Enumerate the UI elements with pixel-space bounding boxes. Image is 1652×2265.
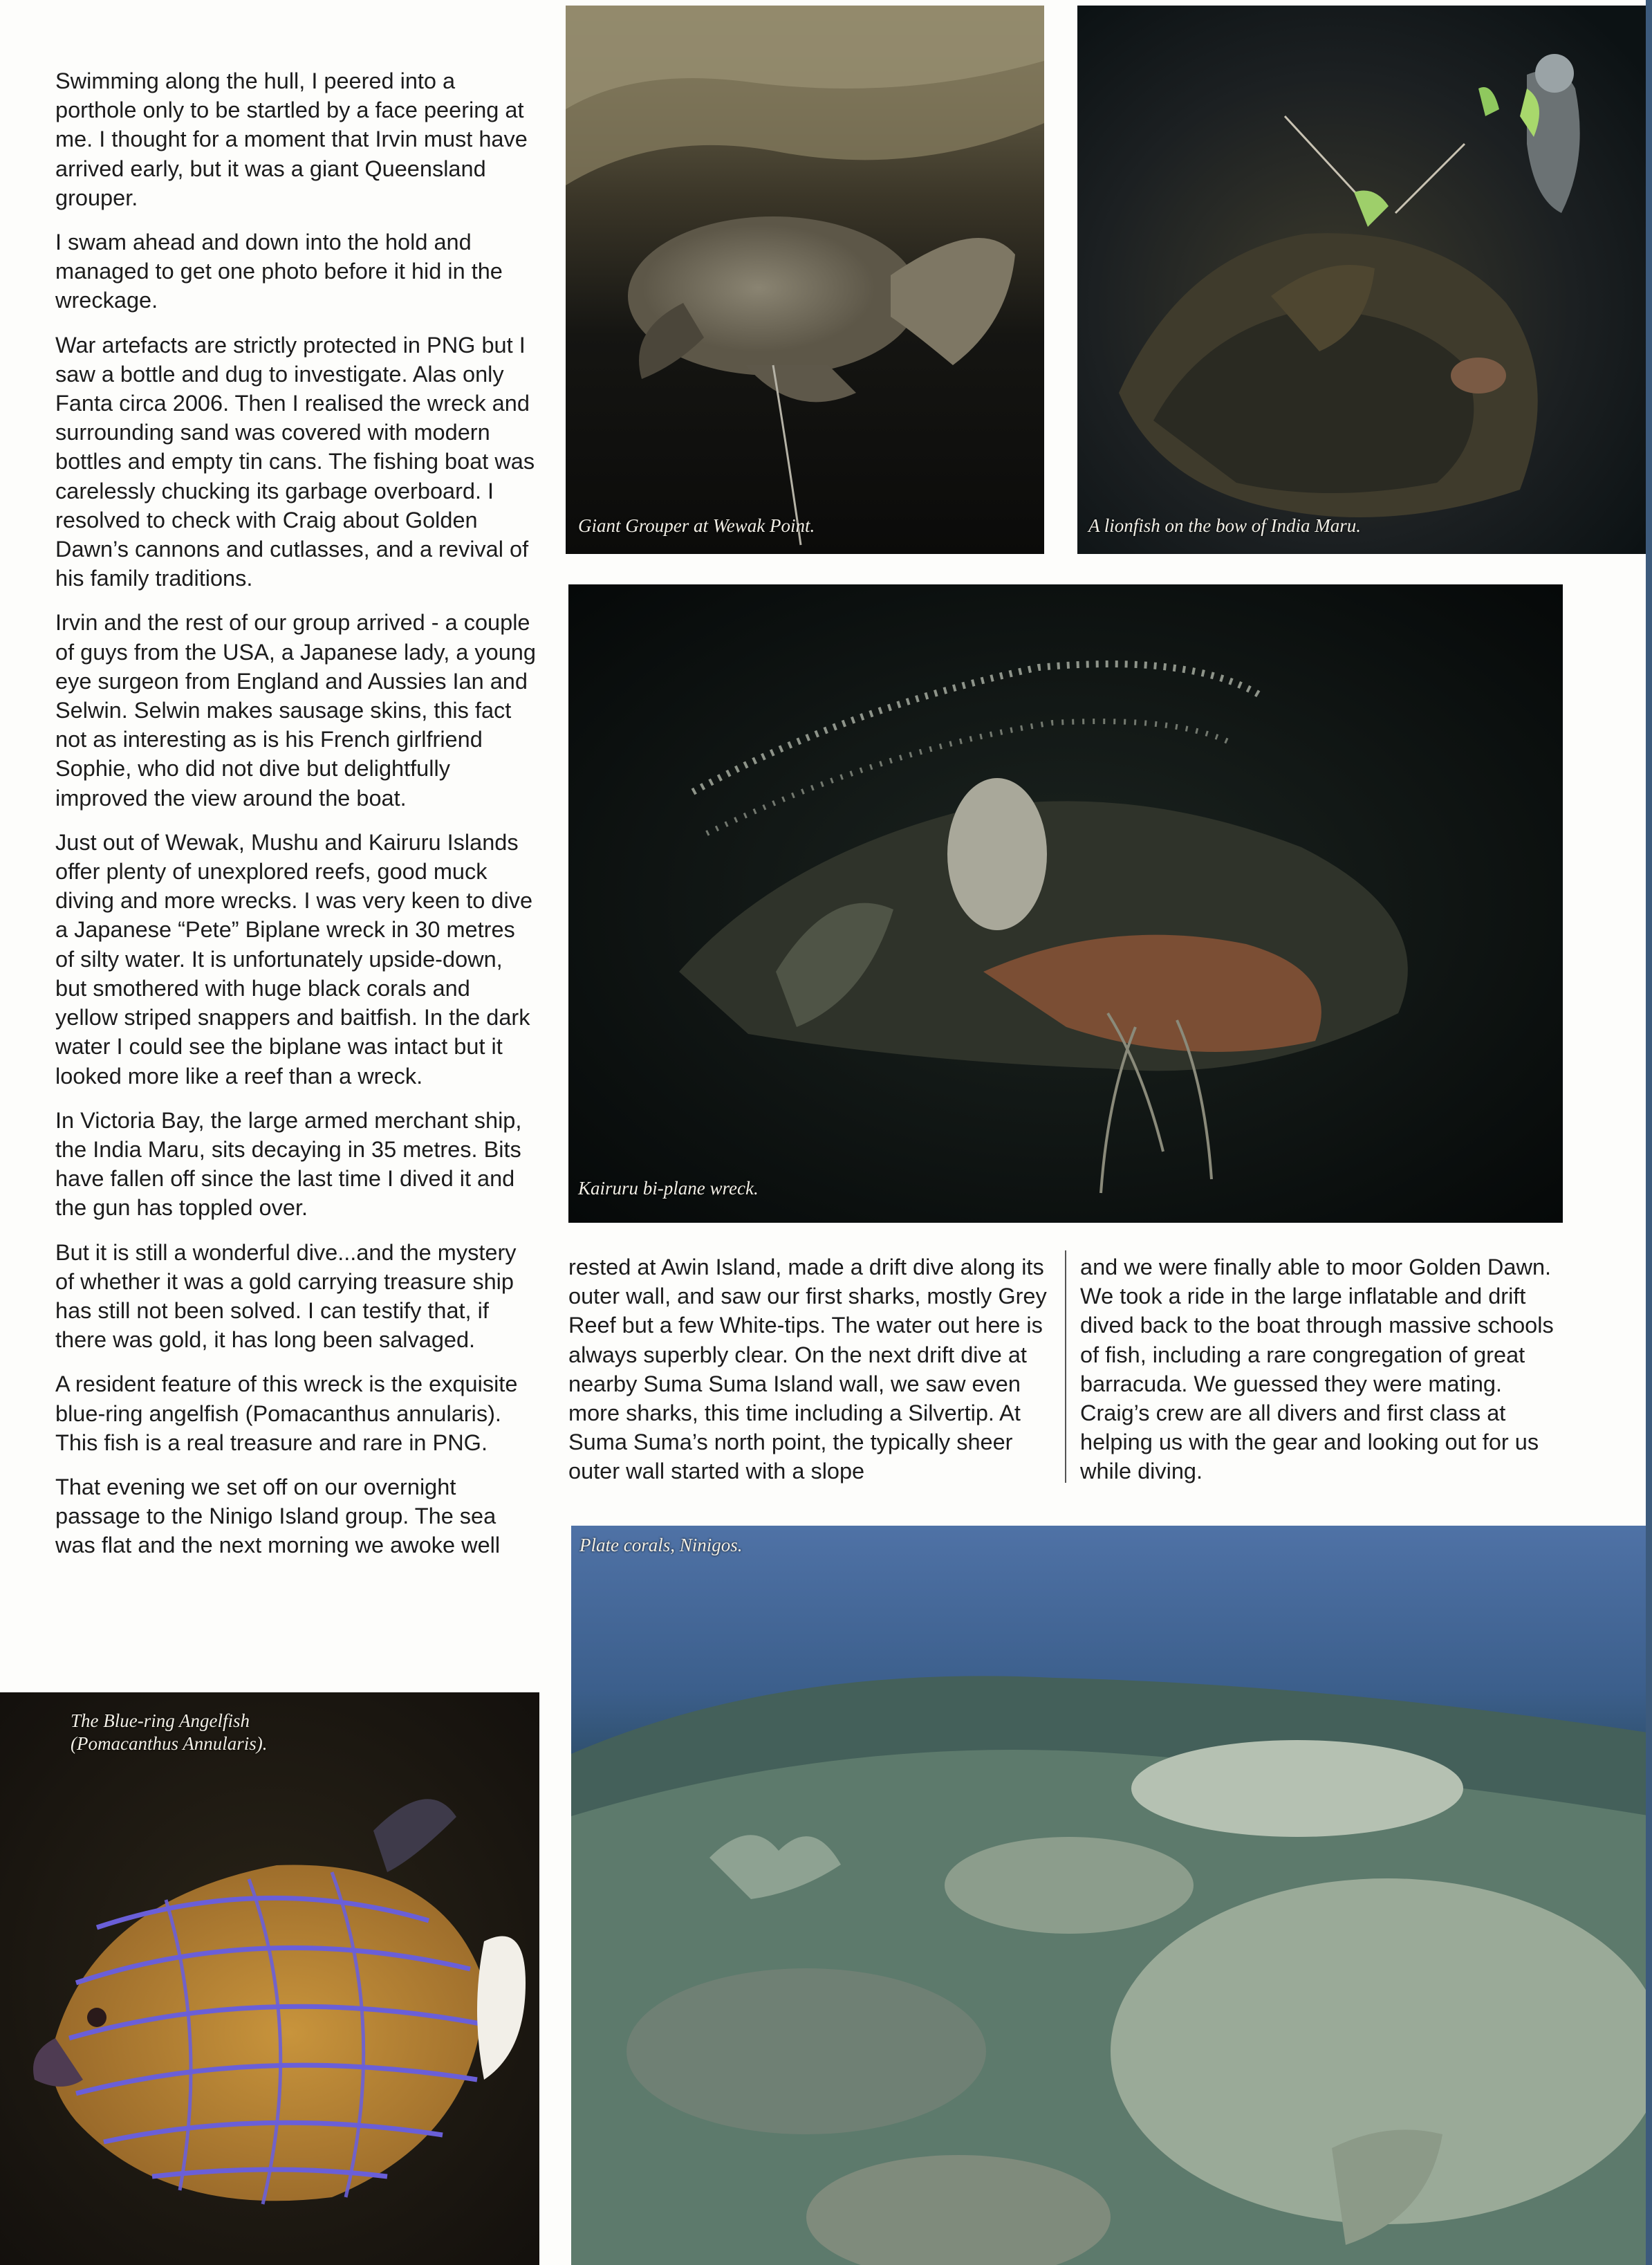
paragraph: Just out of Wewak, Mushu and Kairuru Islands offer plenty of unexplored reefs, good muck diving and more wrecks. I was very keen to dive a Japanese “Pete” Biplane wreck in 30 metres of silty water. It is unfortunately upside-down, but smothered with huge black corals and yellow striped snappers and baitfish. In the dark water I could see the biplane was intact but it looked more like a reef than a wreck. (55, 829, 533, 1089)
caption-angelfish-line2: (Pomacanthus Annularis). (71, 1733, 268, 1754)
grouper-image (566, 6, 1044, 554)
photo-grouper (566, 6, 1044, 554)
plate-corals-image (571, 1526, 1652, 2265)
caption-biplane: Kairuru bi-plane wreck. (578, 1178, 759, 1199)
column-divider (1065, 1250, 1066, 1483)
paragraph: But it is still a wonderful dive...and the mystery of whether it was a gold carrying treasure ship has still not been solved. I can testify that, if there was gold, it has long been salvaged. (55, 1239, 517, 1353)
photo-biplane-wreck (568, 584, 1563, 1223)
paragraph: War artefacts are strictly protected in PNG but I saw a bottle and dug to investigate. Alas only Fanta circa 2006. Then I realised the wreck and surrounding sand was covered with modern bottles and empty tin cans. The fishing boat was carelessly chucking its garbage overboard. I resolved to check with Craig about Golden Dawn’s cannons and cutlasses, and a revival of his family traditions. (55, 332, 535, 591)
article-column-middle (568, 1252, 1052, 1501)
angelfish-image (0, 1692, 539, 2265)
caption-lionfish: A lionfish on the bow of India Maru. (1088, 515, 1362, 536)
paragraph: and we were finally able to moor Golden Dawn. We took a ride in the large inflatable and drift dived back to the boat through massive schools of fish, including a rare congregation of great barracuda. We guessed they were mating. Craig’s crew are all divers and first class at helping us with the gear and looking out for us while diving. (1080, 1255, 1554, 1484)
biplane-wreck-image (568, 584, 1563, 1223)
paragraph: That evening we set off on our overnight passage to the Ninigo Island group. The sea was flat and the next morning we awoke well (55, 1474, 501, 1558)
paragraph: Swimming along the hull, I peered into a porthole only to be startled by a face peering at me. I thought for a moment that Irvin must have arrived early, but it was a giant Queensland grouper. (55, 68, 528, 210)
photo-lionfish (1077, 6, 1646, 554)
photo-plate-corals (571, 1526, 1652, 2265)
caption-grouper: Giant Grouper at Wewak Point. (578, 515, 815, 536)
page-edge-strip (1646, 0, 1652, 2265)
paragraph: Irvin and the rest of our group arrived - a couple of guys from the USA, a Japanese lady, a young eye surgeon from England and Aussies Ian and Selwin. Selwin makes sausage skins, this fact not as interesting as is his French girlfriend Sophie, who did not dive but delightfully improved the view around the boat. (55, 610, 536, 811)
photo-angelfish (0, 1692, 539, 2265)
paragraph: rested at Awin Island, made a drift dive along its outer wall, and saw our first sharks, mostly Grey Reef but a few White-tips. The water out here is always superbly clear. On the next drift dive at nearby Suma Suma Island wall, we saw even more sharks, this time including a Silvertip. At Suma Suma’s north point, the typically sheer outer wall started with a slope (568, 1255, 1047, 1484)
paragraph: In Victoria Bay, the large armed merchant ship, the India Maru, sits decaying in 35 metres. Bits have fallen off since the last time I dived it and the gun has toppled over. (55, 1107, 522, 1221)
caption-corals: Plate corals, Ninigos. (579, 1535, 743, 1555)
article-column-left (55, 66, 536, 1575)
paragraph: I swam ahead and down into the hold and managed to get one photo before it hid in the wreckage. (55, 230, 503, 313)
paragraph: A resident feature of this wreck is the exquisite blue-ring angelfish (Pomacanthus annularis). This fish is a real treasure and rare in PNG. (55, 1371, 518, 1455)
caption-angelfish-line1: The Blue-ring Angelfish (71, 1710, 250, 1731)
lionfish-image (1077, 6, 1646, 554)
article-column-right (1080, 1252, 1571, 1501)
